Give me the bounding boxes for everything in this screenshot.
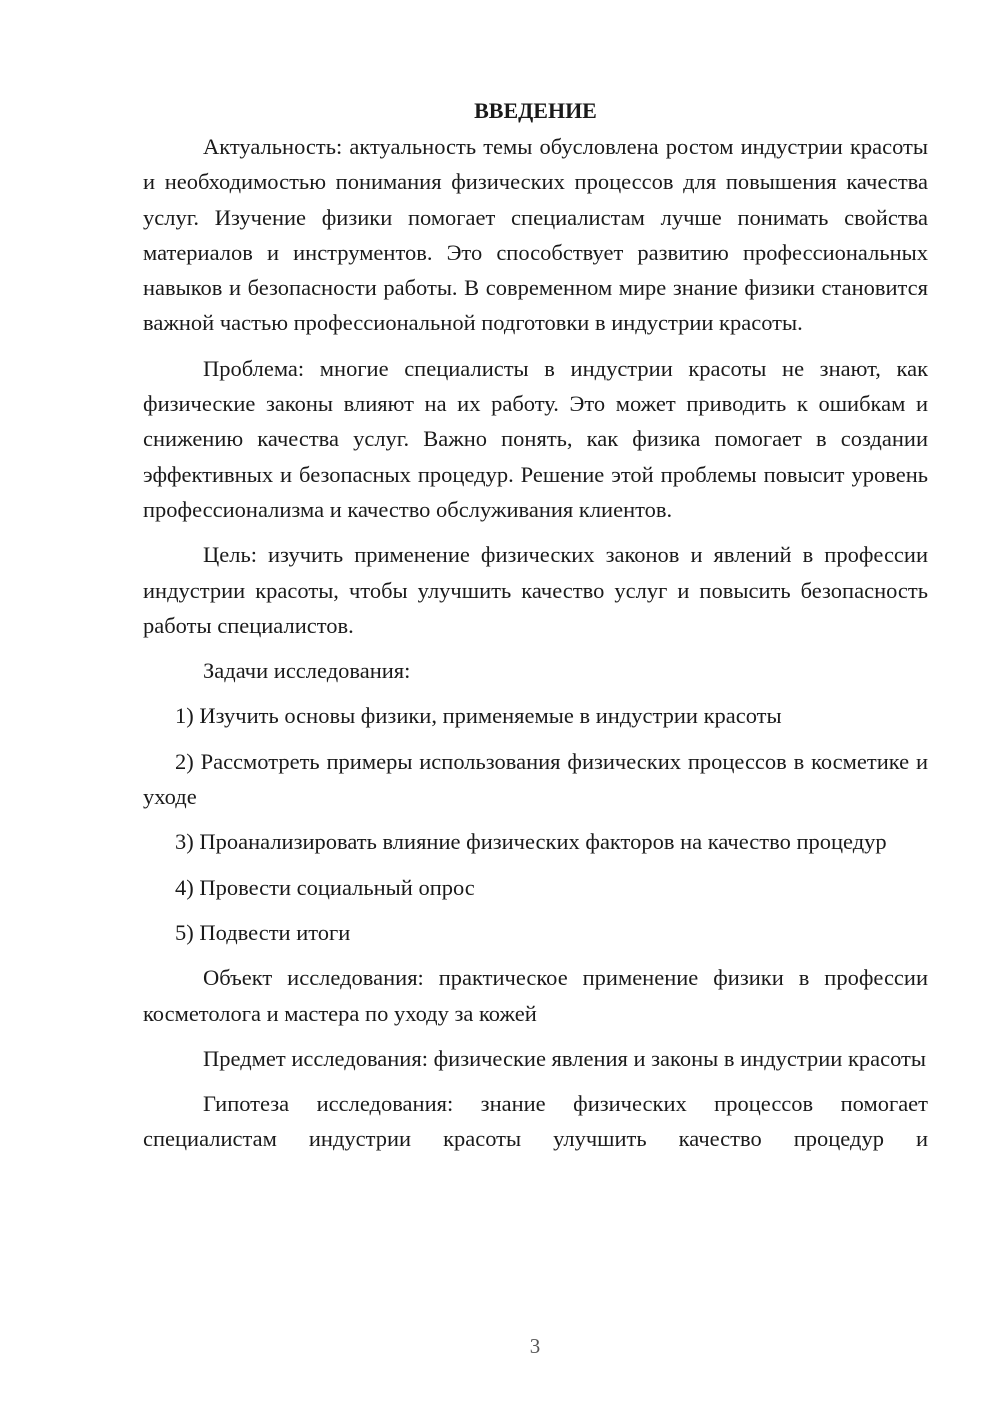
paragraph-relevance: Актуальность: актуальность темы обусловлена ростом индустрии красоты и необходимостью понимания физических процессов для повышения качества услуг. Изучение физики помогает специалистам лучше понимать свойства материалов и инструментов. Это способствует развитию профессиональных навыков и безопасности работы. В современном мире знание физики становится важной частью профессиональной подготовки в индустрии красоты. — [143, 134, 928, 336]
section-title: ВВЕДЕНИЕ — [474, 98, 597, 123]
task-item-2: 2) Рассмотреть примеры использования физических процессов в косметике и уходе — [143, 748, 928, 810]
task-item-4: 4) Провести социальный опрос — [175, 874, 475, 900]
task-item-1: 1) Изучить основы физики, применяемые в индустрии красоты — [175, 703, 782, 729]
paragraph-problem: Проблема: многие специалисты в индустрии красоты не знают, как физические законы влияют на их работу. Это может приводить к ошибкам и снижению качества услуг. Важно понять, как физика помогает в создании эффективных и безопасных процедур. Решение этой проблемы повысит уровень профессионализма и качество обслуживания клиентов. — [143, 355, 928, 522]
paragraph-hypothesis: Гипотеза исследования: знание физических процессов помогает специалистам индустрии красоты улучшить качество процедур и — [143, 1091, 928, 1152]
paragraph-subject: Предмет исследования: физические явления и законы в индустрии красоты — [203, 1045, 926, 1071]
paragraph-tasks-heading: Задачи исследования: — [203, 658, 411, 684]
task-item-3: 3) Проанализировать влияние физических факторов на качество процедур — [175, 829, 887, 855]
document-page — [143, 94, 928, 1167]
page-number: 3 — [529, 1334, 541, 1358]
task-item-5: 5) Подвести итоги — [175, 919, 351, 945]
paragraph-object: Объект исследования: практическое применение физики в профессии косметолога и мастера по уходу за кожей — [143, 965, 928, 1026]
paragraph-goal: Цель: изучить применение физических законов и явлений в профессии индустрии красоты, чтобы улучшить качество услуг и повысить безопасность работы специалистов. — [143, 542, 928, 638]
